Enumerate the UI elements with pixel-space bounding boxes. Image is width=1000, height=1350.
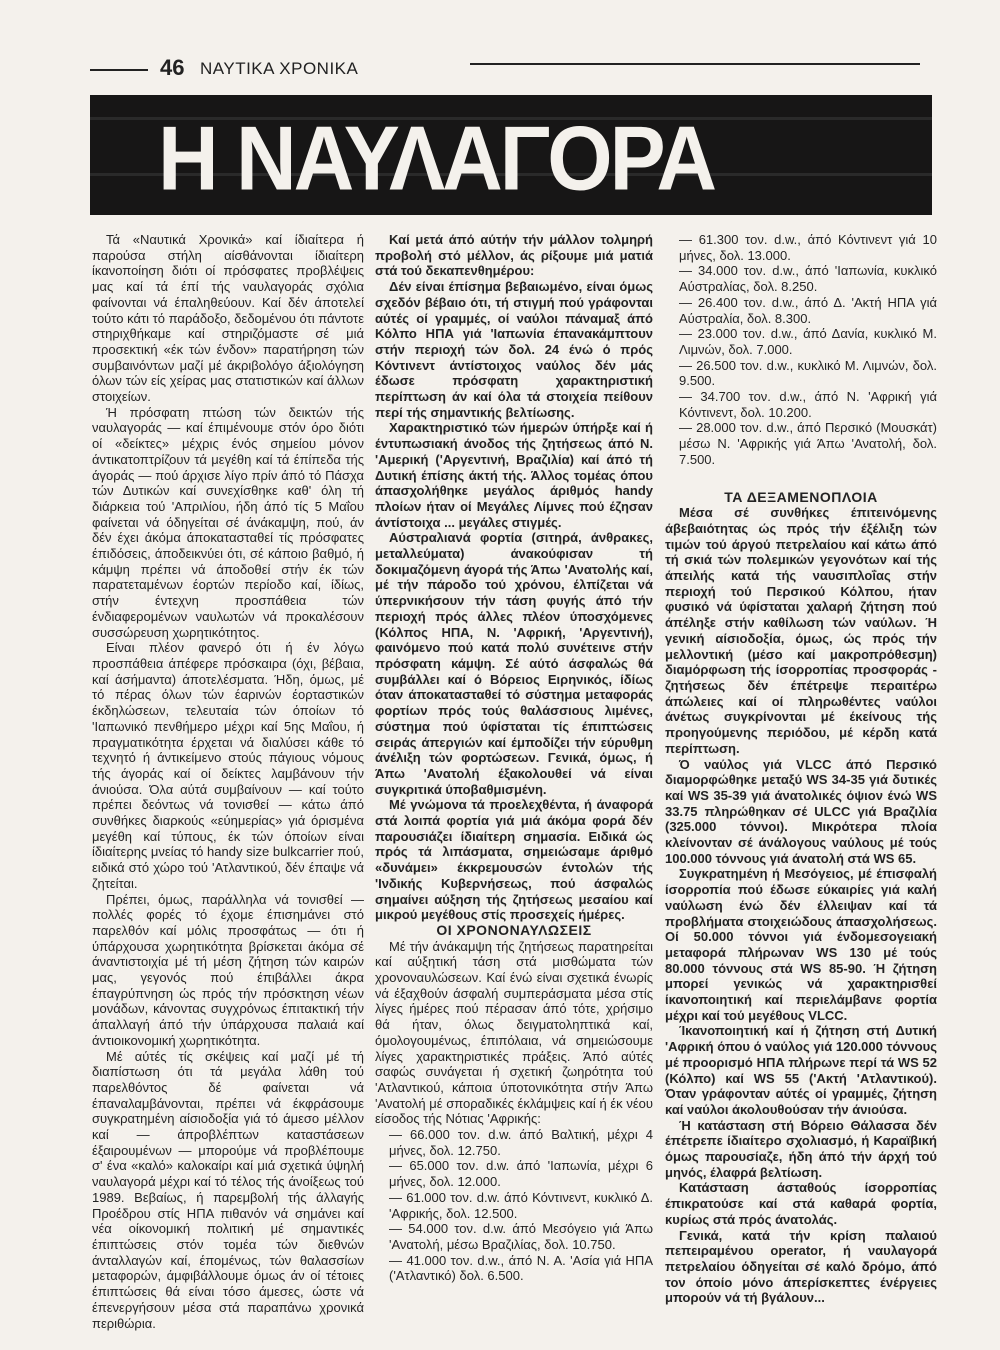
column-3 xyxy=(665,232,937,1306)
article-title: Η ΝΑΥΛΑΓΟΡΑ xyxy=(158,107,715,210)
paragraph: Είναι πλέον φανερό ότι ή έν λόγω προσπάθεια άπέφερε πρόσκαιρα (όχι, βέβαια, καί άσήμαντα) άποτελέσματα. Ήδη, όμως, μέ τό πέρας όλων τών έαρινών έορταστικών έκδηλώσεων, τελευταία τών όποίων τό 'Ιαπωνικό πενθήμερο μέχρι καί 5ης Μαΐου, ή πραγματικότητα έρχεται νά διαλύσει κάθε τό τεχνητό ή άντικείμενο στούς πάγιους νόμους τής άγοράς καί οί δείκτες λαμβάνουν τήν άνιούσα. Όλα αύτά συμβαίνουν — καί τούτο πρέπει δεόντως νά τονισθεί — κάτω άπό συνθήκες διαρκούς «εύημερίας» γιά όρισμένα μεγέθη καί τύπους, έκ τών όποίων είναι ίδιαίτερης μνείας τό handy size bulkcarrier πού, ειδικά στό χώρο τού 'Ατλαντικού, δέν έπαψε νά ζητείται. xyxy=(92,640,364,891)
paragraph: Πρέπει, όμως, παράλληλα νά τονισθεί — πολλές φορές τό έχομε έπισημάνει στό παρελθόν καί μόλις προσφάτως — ότι ή ύπάρχουσα χωρητικότητα βρίσκεται άκόμα σέ άναντιστοιχία μέ τή μέση ζήτηση τών καιρών μας, γεγονός πού έπιβάλλει άκρα έπαγρύπνηση ώς πρός τήν πρόσκτηση νέων μονάδων, κάνοντας συγχρόνως έπιτακτική τήν άπαλλαγή άπό τήν ύπάρχουσα παλαιά καί άντιοικονομική χωρητικότητα. xyxy=(92,891,364,1048)
paragraph: Μέ τήν άνάκαμψη τής ζητήσεως παρατηρείται καί αύξητική τάση στά μισθώματα τών χρονοναυλώσεων. Καί ένώ είναι σχετικά ένωρίς νά έξαχθούν άσφαλή συμπεράσματα μέσα στίς λίγες ήμέρες πού πέρασαν άπό τότε, χρήσιμο θά ήταν, όλως δειγματοληπτικά καί, όμολογουμένως, έπιπόλαια, νά σημειώσουμε λίγες χαρακτηριστικές πράξεις. Άπό αύτές σαφώς συνάγεται ή σχετική ζωηρότητα τού 'Ατλαντικού, κάποια ύποτονικότητα στήν Άπω 'Ανατολή μέ σποραδικές έκλάμψεις καί ή έκ νέου είσοδος τής Νότιας 'Αφρικής: xyxy=(375,938,653,1127)
paragraph: Χαρακτηριστικό τών ήμερών ύπήρξε καί ή έντυπωσιακή άνοδος τής ζητήσεως άπό Ν. 'Αμερική ('Αργεντινή, Βραζιλία) καί άπό τή Δυτική έπίσης άκτή τής. Άλλος τομέας όπου άπασχολήθηκε μεγάλος άριθμός handy πλοίων ήταν οί Μεγάλες Λίμνες πού έζησαν άντίστοιχα ... μεγάλες στιγμές. xyxy=(375,420,653,530)
title-banner xyxy=(90,95,932,215)
magazine-name: ΝΑΥΤΙΚΑ ΧΡΟΝΙΚΑ xyxy=(200,59,359,78)
paragraph: Τά «Ναυτικά Χρονικά» καί ίδιαίτερα ή παρούσα στήλη αίσθάνονται ίδιαίτερη ίκανοποίηση διότι οί πρόσφατες προβλέψεις μας καί τά έπί τής ναυλαγοράς σχόλια φαίνονται νά έπαληθεύουν. Καί δέν άποτελεί τούτο κάτι τό παράδοξο, δεδομένου ότι πάντοτε στηριχθήκαμε καί στηριζόμαστε σέ μιά προσεκτική «έκ τών ένδον» παρατήρηση τών συμβαινόντων μαζί μέ άκριβολόγο άξιολόγηση όλων τών είς χείρας μας στατιστικών καί άλλων στοιχείων. xyxy=(92,232,364,405)
paragraph: Συγκρατημένη ή Μεσόγειος, μέ έπισφαλή ίσορροπία πού έδωσε εύκαιρίες γιά καλή ναύλωση ένώ δέν έλλειψαν καί τά προβλήματα στοιχειώδους άπασχολήσεως. Οί 50.000 τόννοι γιά ένδομεσογειακή μεταφορά πλήρωναν WS 130 μέ τούς 80.000 τόννους στά WS 85-90. Ή ζήτηση μπορεί γενικώς νά χαρακτηρισθεί ίκανοποιητική καί περιελάμβανε φορτία μέχρι καί τού μεγέθους VLCC. xyxy=(665,866,937,1023)
header-rule-right xyxy=(470,63,920,65)
column-2 xyxy=(375,232,653,1284)
section-heading-tankers: ΤΑ ΔΕΞΑΜΕΝΟΠΛΟΙΑ xyxy=(724,488,878,505)
section-heading-timecharters: ΟΙ ΧΡΟΝΟΝΑΥΛΩΣΕΙΣ xyxy=(436,921,592,938)
list-item: — 26.500 τον. d.w., κυκλικό Μ. Λιμνών, δολ. 9.500. xyxy=(679,357,937,389)
list-item: — 61.000 τον. d.w. άπό Κόντινεντ, κυκλικό Δ. 'Αφρικής, δολ. 12.500. xyxy=(389,1189,653,1221)
paragraph: Μέ αύτές τίς σκέψεις καί μαζί μέ τή διαπίστωση ότι τά μεγάλα λάθη τού παρελθόντος δέ φαίνεται νά έπαναλαμβάνονται, πρέπει νά έκφράσουμε συγκρατημένη αίσιοδοξία γιά τό άμεσο μέλλον καί — άπροβλέπτων καταστάσεων έξαιρουμένων — μπορούμε νά προβλέπουμε σ' ένα «καλό» καλοκαίρι καί μιά σχετικά ύψηλή ναυλαγορά μέχρι καί τό τέλος τής άνοίξεως τού 1989. Βεβαίως, ή παρεμβολή τής άλλαγής Προέδρου στίς ΗΠΑ πιθανόν νά σημάνει καί νέα οίκονομική πολιτική μέ σημαντικές έπιπτώσεις στόν τομέα τών διεθνών άνταλλαγών καί, έπομένως, τών θαλασσίων μεταφορών, άμφιβάλλουμε όμως άν οί τέτοιες έπιπτώσεις θά είναι τόσο άμεσες, ώστε νά έπενεργήσουν μέσα στά παραπάνω χρονικά περιθώρια. xyxy=(92,1048,364,1331)
list-item: — 65.000 τον. d.w. άπό 'Ιαπωνία, μέχρι 6 μήνες, δολ. 12.000. xyxy=(389,1158,653,1190)
paragraph: Μέσα σέ συνθήκες έπιτεινόμενης άβεβαιότητας ώς πρός τήν έξέλιξη τών τιμών τού άργού πετρελαίου καί κάτω άπό τή σκιά τών πολεμικών γεγονότων καί τής άπειλής κατά τής ναυσιπλοΐας στήν περιοχή τού Περσικού Κόλπου, ήταν φυσικό νά ύφίσταται χαλαρή ζήτηση πού άπέληξε στήν καθίλωση τών ναύλων. Ή γενική αίσιοδοξία, όμως, ώς πρός τήν μελλοντική (μέσο καί μακροπρόθεσμη) διαμόρφωση τής ίσορροπίας προσφοράς - ζητήσεως δέν έπέτρεψε περαιτέρω άπώλειες καί οί πληρωθέντες ναύλοι άνέτως συγκρίνονται μέ έκείνους τής προηγούμενης περιόδου, μέ κέρδη κατά περίπτωση. xyxy=(665,505,937,756)
paragraph: Γενικά, κατά τήν κρίση παλαιού πεπειραμένου operator, ή ναυλαγορά πετρελαίου όδηγείται σέ καλό δρόμο, άπό τον όποίο μόνο άπερίσκεπτες ένέργειες μπορούν νά τή βγάλουν... xyxy=(665,1227,937,1306)
list-item: — 54.000 τον. d.w. άπό Μεσόγειο γιά Άπω 'Ανατολή, μέσω Βραζιλίας, δολ. 10.750. xyxy=(389,1221,653,1252)
list-item: — 34.000 τον. d.w., άπό 'Ιαπωνία, κυκλικό Αύστραλίας, δολ. 8.250. xyxy=(679,263,937,295)
list-item: — 61.300 τον. d.w., άπό Κόντινεντ γιά 10 μήνες, δολ. 13.000. xyxy=(679,232,937,263)
page-number: 46 xyxy=(160,55,185,80)
header-rule-left xyxy=(90,69,148,71)
paragraph: Αύστραλιανά φορτία (σιτηρά, άνθρακες, μεταλλεύματα) άνακούφισαν τή δοκιμαζόμενη άγορά τής Άπω 'Ανατολής καί, μέ τήν πάροδο τού χρόνου, έλπίζεται νά ύπερνικήσουν τήν τάση φυγής άπό τήν περιοχή πρός άλλες πλέον ύποσχόμενες (Κόλπος ΗΠΑ, Ν. 'Αφρική, 'Αργεντινή), φαινόμενο πού κατά πολύ συνέτεινε στήν πρόσφατη κάμψη. Σέ αύτό άσφαλώς θά συμβάλλει καί ό Βόρειος Ειρηνικός, ίδίως όταν άποκατασταθεί τό σύστημα μεταφοράς φορτίων πρός τούς θαλάσσιους λιμένες, σύστημα πού ύφίσταται τίς έπιπτώσεις σειράς άπεργιών καί έμποδίζει τήν εύρυθμη άνέλιξη τών φορτώσεων. Γενικά, όμως, ή Άπω 'Ανατολή έξακολουθεί νά είναι συγκριτικά ύποβαθμισμένη. xyxy=(375,530,653,797)
paragraph: Καί μετά άπό αύτήν τήν μάλλον τολμηρή προβολή στό μέλλον, άς ρίξουμε μιά ματιά στά τού δεκαπενθημέρου: xyxy=(375,232,653,279)
list-item: — 41.000 τον. d.w., άπό Ν. Α. 'Ασία γιά ΗΠΑ ('Ατλαντικό) δολ. 6.500. xyxy=(389,1252,653,1284)
paragraph: Δέν είναι έπίσημα βεβαιωμένο, είναι όμως σχεδόν βέβαιο ότι, τή στιγμή πού γράφονται αύτές οί γραμμές, οί ναύλοι πάναμαξ άπό Κόλπο ΗΠΑ γιά 'Ιαπωνία έπανακάμπτουν στήν περιοχή τών δολ. 24 ένώ ό πρός Κόντινεντ άντίστοιχος ναύλος δέν μάς έδωσε πρόσφατη χαρακτηριστική περίπτωση άν καί όλα τά στοιχεία πείθουν περί τής σημαντικής βελτίωσης. xyxy=(375,279,653,420)
list-item: — 34.700 τον. d.w., άπό Ν. 'Αφρική γιά Κόντινεντ, δολ. 10.200. xyxy=(679,389,937,420)
paragraph: Ό ναύλος γιά VLCC άπό Περσικό διαμορφώθηκε μεταξύ WS 34-35 γιά δυτικές καί WS 35-39 γιά άνατολικές όψιον ένώ WS 33.75 πληρώθηκαν σέ ULCC γιά Βραζιλία (325.000 τόννοι). Μικρότερα πλοία κλείνονταν σέ άνάλογους ναύλους μέ τούς 100.000 τόννους γιά άνατολή στά WS 65. xyxy=(665,756,937,866)
list-item: — 26.400 τον. d.w., άπό Δ. 'Ακτή ΗΠΑ γιά Αύστραλία, δολ. 8.300. xyxy=(679,294,937,326)
paragraph: Ή πρόσφατη πτώση τών δεικτών τής ναυλαγοράς — καί έπιμένουμε στόν όρο διότι οί «δείκτες» μέχρις ένός σημείου μόνον άντικατοπτρίζουν τά μεγέθη καί τά έπίπεδα τής άγοράς — πού άρχισε λίγο πρίν άπό τό Πάσχα τών Δυτικών καί συνεχίσθηκε καθ' όλη τή διάρκεια τού 'Απριλίου, ήδη άπό τίς 5 Μαΐου φαίνεται νά όδηγείται σέ άνάκαμψη, πού, άν δέν έχει άκόμα άποκατασταθεί τίς πρόσφατες έπιδόσεις, άποδεικνύει ότι, σέ κάποιο βαθμό, ή κάμψη πρέπει νά άποδοθεί στήν έκ τών παρατεταμένων έορτών περίοδο καί, ίδίως, στήν έντεχνη προσπάθεια τών ένδιαφερομένων ναυλωτών νά προκαλέσουν συσσώρευση χωρητικότητος. xyxy=(92,404,364,640)
list-item: — 66.000 τον. d.w. άπό Βαλτική, μέχρι 4 μήνες, δολ. 12.750. xyxy=(389,1127,653,1158)
paragraph: Μέ γνώμονα τά προελεχθέντα, ή άναφορά στά λοιπά φορτία γιά μιά άκόμα φορά δέν παρουσιάζει ίδιαίτερη σημασία. Ειδικά ώς πρός τά λιπάσματα, σημειώσαμε άριθμό «δυνάμει» έκκρεμουσών έντολών τής 'Ινδικής Κυβερνήσεως, πού άσφαλώς σημαίνει αύξηση τής ζητήσεως μεσαίου καί μικρού μεγέθους στίς προσεχείς ήμέρες. xyxy=(375,797,653,923)
page-header xyxy=(90,55,920,85)
paragraph: Ίκανοποιητική καί ή ζήτηση στή Δυτική 'Αφρική όπου ό ναύλος γιά 120.000 τόννους μέ προορισμό ΗΠΑ πλήρωνε περί τά WS 52 (Κόλπο) καί WS 55 ('Ακτή 'Ατλαντικού). Όταν γράφονταν αύτές οί γραμμές, ζήτηση καί ναύλοι άκολουθούσαν τήν άνιούσα. xyxy=(665,1023,937,1117)
column-1 xyxy=(92,232,364,1331)
list-item: — 23.000 τον. d.w., άπό Δανία, κυκλικό Μ. Λιμνών, δολ. 7.000. xyxy=(679,326,937,357)
paragraph: Ή κατάσταση στή Βόρειο Θάλασσα δέν έπέτρεπε ίδιαίτερο σχολιασμό, ή Καραϊβική όμως παρουσίαζε, ήδη άπό τήν άρχή τού μηνός, έλαφρά βελτίωση. xyxy=(665,1117,937,1180)
paragraph: Κατάσταση άσταθούς ίσορροπίας έπικρατούσε καί στά καθαρά φορτία, κυρίως στά πρός άνατολάς. xyxy=(665,1180,937,1227)
list-item: — 28.000 τον. d.w., άπό Περσικό (Μουσκάτ) μέσω Ν. 'Αφρικής γιά Άπω 'Ανατολή, δολ. 7.500. xyxy=(679,420,937,467)
